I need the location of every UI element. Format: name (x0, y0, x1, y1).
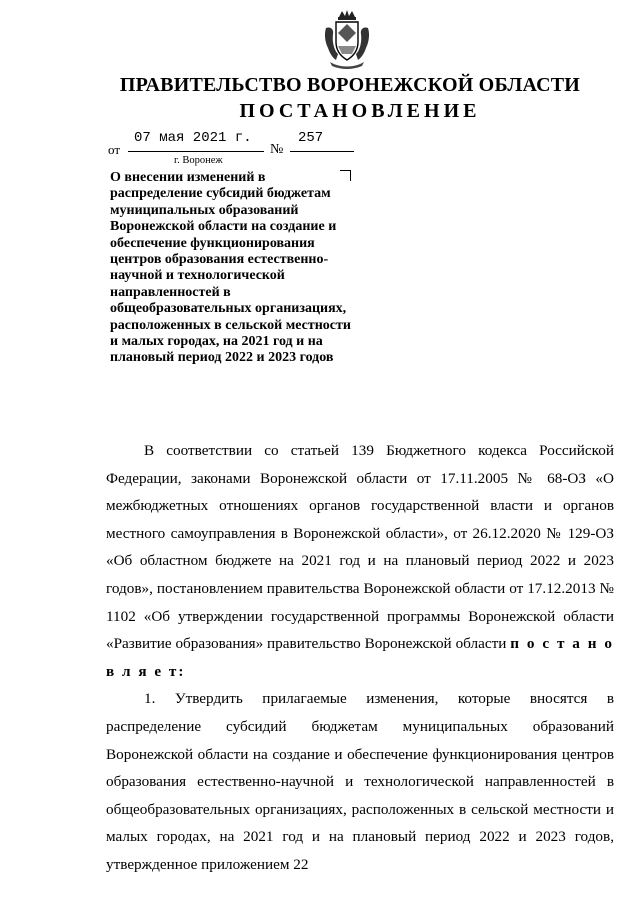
number-underline (290, 151, 354, 152)
coat-of-arms-icon (322, 8, 372, 70)
number-prefix: № (270, 142, 284, 157)
place-of-issue: г. Воронеж (174, 155, 223, 166)
document-body (106, 437, 614, 879)
document-type-title: ПОСТАНОВЛЕНИЕ (239, 100, 481, 122)
body-paragraph-2: 1. Утвердить прилагаемые изменения, которые вносятся в распределение субсидий бюджетам муниципальных образований Воронежской области на создание и обеспечение функционирования центров образования естественно-научной и технологической направленностей в общеобразовательных организациях, расположенных в сельской местности и малых городах, на 2021 год и на плановый период 2022 и 2023 годов, утвержденное приложением 22 (106, 690, 614, 873)
document-date: 07 мая 2021 г. (134, 130, 252, 146)
decree-word: п о с т а н о в л я е т: (106, 635, 615, 680)
document-number: 257 (298, 130, 324, 146)
body-paragraph-1 (106, 437, 614, 685)
document-subject: О внесении изменений в распределение субсидий бюджетам муниципальных образований Воронежской области на создание и обеспечение функционирования центров образования естественно-научной и технологической направленностей в общеобразовательных организациях, расположенных в сельской местности и малых городах, на 2021 год и на плановый период 2022 и 2023 годов (110, 170, 351, 366)
organization-title: ПРАВИТЕЛЬСТВО ВОРОНЕЖСКОЙ ОБЛАСТИ (119, 74, 581, 96)
date-underline (128, 151, 264, 152)
preamble-text: В соответствии со статьей 139 Бюджетного кодекса Российской Федерации, законами Воронежской области от 17.11.2005 № 68-ОЗ «О межбюджетных отношениях органов государственной власти и органов местного самоуправления в Воронежской области», от 26.12.2020 № 129-ОЗ «Об областном бюджете на 2021 год и на плановый период 2022 и 2023 годов», постановлением правительства Воронежской области от 17.12.2013 № 1102 «Об утверждении государственной программы Воронежской области «Развитие образования» правительство Воронежской области (106, 442, 614, 653)
date-prefix: от (108, 142, 121, 157)
